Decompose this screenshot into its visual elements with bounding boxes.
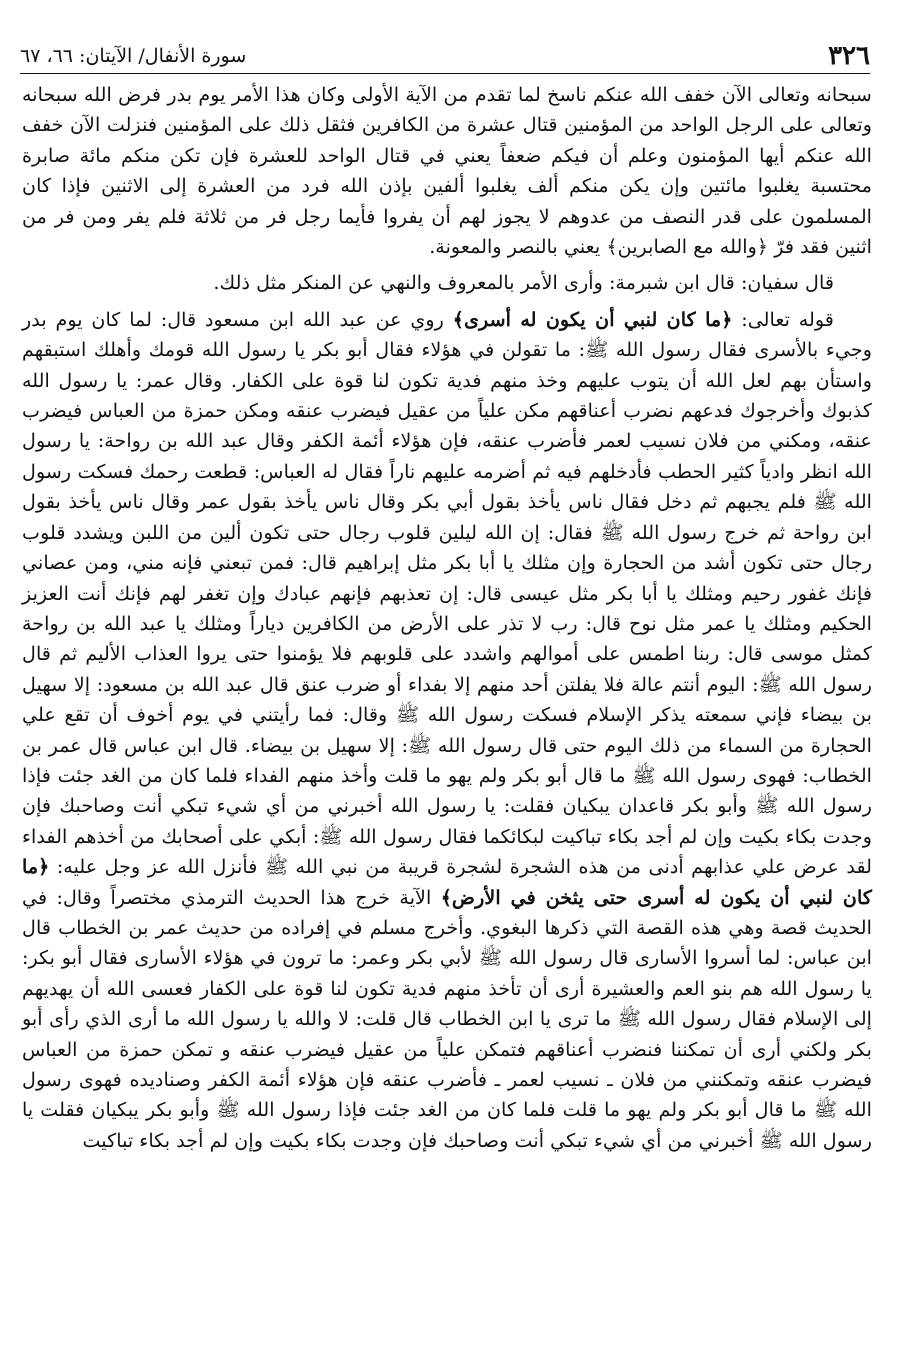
paragraph-3-part-1: روي عن عبد الله ابن مسعود قال: لما كان يوم بدر وجيء بالأسرى فقال رسول الله ﷺ: ما تقولن في هؤلاء فقال أبو بكر يا رسول الله قومك وأهلك استبقهم واستأن بهم لعل الله أن يتوب عليهم وخذ منهم فدية تكون لنا قوة على الكفار. وقال عمر: يا رسول الله كذبوك وأخرجوك فدعهم نضرب أعناقهم مكن علياً من عقيل فيضرب عنقه ومكن حمزة من العباس فيضرب عنقه، ومكني من فلان نسيب لعمر فأضرب عنقه، فإن هؤلاء أئمة الكفر وقال عبد الله بن رواحة: يا رسول الله انظر وادياً كثير الحطب فأدخلهم فيه ثم أضرمه عليهم ناراً فقال له العباس: قطعت رحمك فسكت رسول الله ﷺ فلم يجبهم ثم دخل فقال ناس يأخذ بقول أبي بكر وقال ناس يأخذ بقول عمر وقال ناس يأخذ بقول ابن رواحة ثم خرج رسول الله ﷺ فقال: إن الله ليلين قلوب رجال حتى تكون ألين من اللبن ويشدد قلوب رجال حتى تكون أشد من الحجارة وإن مثلك يا أبا بكر مثل إبراهيم قال: فمن تبعني فإنه مني، ومن عصاني فإنك غفور رحيم ومثلك يا أبا بكر مثل عيسى قال: إن تعذبهم فإنهم عبادك وإن تغفر لهم فإنك أنت العزيز الحكيم ومثلك يا عمر مثل نوح قال: رب لا تذر على الأرض من الكافرين دياراً ومثلك يا عبد الله بن رواحة كمثل موسى قال: ربنا اطمس على أموالهم واشدد على قلوبهم فلا يؤمنوا حتى يروا العذاب الأليم ثم قال رسول الله ﷺ: اليوم أنتم عالة فلا يفلتن أحد منهم إلا بفداء أو ضرب عنق قال عبد الله بن مسعود: إلا سهيل بن بيضاء فإني سمعته يذكر الإسلام فسكت رسول الله ﷺ وقال: فما رأيتني في يوم أخوف أن تقع علي الحجارة من السماء من ذلك اليوم حتى قال رسول الله ﷺ: إلا سهيل بن بيضاء. قال ابن عباس قال عمر بن الخطاب: فهوى رسول الله ﷺ ما قال أبو بكر ولم يهو ما قلت وأخذ منهم الفداء فلما كان من الغد جئت فإذا رسول الله ﷺ وأبو بكر قاعدان يبكيان فقلت: يا رسول الله أخبرني من أي شيء تبكي أنت وصاحبك فإن وجدت بكاء بكيت وإن لم أجد بكاء تباكيت لبكائكما فقال رسول الله ﷺ: أبكي على أصحابك من أخذهم الفداء لقد عرض علي عذابهم أدنى من هذه الشجرة لشجرة قريبة من نبي الله ﷺ فأنزل الله عز وجل عليه: xyxy=(22,307,872,879)
body-text xyxy=(22,80,872,1162)
paragraph-1: سبحانه وتعالى الآن خفف الله عنكم ناسخ لما تقدم من الآية الأولى وكان هذا الأمر يوم بدر فرض الله سبحانه وتعالى على الرجل الواحد من المؤمنين قتال عشرة من الكافرين فثقل ذلك على المؤمنين فنزلت الآن خفف الله عنكم أيها المؤمنون وعلم أن فيكم ضعفاً يعني في قتال الواحد للعشرة فإن تكن منكم مائة صابرة محتسبة يغلبوا مائتين وإن يكن منكم ألف يغلبوا ألفين بإذن الله فرد من العشرة إلى الاثنين فإذا كان المسلمون على قدر النصف من عدوهم لا يجوز لهم أن يفروا فأيما رجل فر من ثلاثة فلم يفر ومن فر من اثنين فقد فرّ ﴿والله مع الصابرين﴾ يعني بالنصر والمعونة. xyxy=(22,83,872,259)
running-title: سورة الأنفال/ الآيتان: ٦٦، ٦٧ xyxy=(20,45,247,67)
paragraph-3-intro: قوله تعالى: xyxy=(732,307,834,331)
page-number: ٣٢٦ xyxy=(828,41,870,71)
paragraph-3-part-2: الآية خرج هذا الحديث الترمذي مختصراً وقال: في الحديث قصة وهي هذه القصة التي ذكرها البغوي. وأخرج مسلم في إفراده من حديث عمر بن الخطاب قال ابن عباس: لما أسروا الأسارى قال رسول الله ﷺ لأبي بكر وعمر: ما ترون في هؤلاء الأسارى فقال أبو بكر: يا رسول الله هم بنو العم والعشيرة أرى أن تأخذ منهم فدية تكون لنا قوة على الكفار فعسى الله أن يهديهم إلى الإسلام فقال رسول الله ﷺ ما ترى يا ابن الخطاب قال قلت: لا والله يا رسول الله ما أرى الذي رأى أبو بكر ولكني أرى أن تمكننا فنضرب أعناقهم فتمكن علياً من عقيل فيضرب عنقه و تمكن حمزة من العباس فيضرب عنقه وتمكنني من فلان ـ نسيب لعمر ـ فأضرب عنقه فإن هؤلاء أئمة الكفر وصناديده فهوى رسول الله ﷺ ما قال أبو بكر ولم يهو ما قلت فلما كان من الغد جئت فإذا رسول الله ﷺ وأبو بكر يبكيان فقلت يا رسول الله ﷺ أخبرني من أي شيء تبكي أنت وصاحبك فإن وجدت بكاء بكيت وإن لم أجد بكاء تباكيت xyxy=(22,885,872,1152)
paragraph-2: قال سفيان: قال ابن شبرمة: وأرى الأمر بالمعروف والنهي عن المنكر مثل ذلك. xyxy=(213,271,834,295)
quranic-verse-2: ﴿ما كان لنبي أن يكون له أسرى حتى يثخن في الأرض﴾ xyxy=(22,855,872,909)
quranic-verse: ﴿ما كان لنبي أن يكون له أسرى﴾ xyxy=(452,307,733,331)
page-header xyxy=(20,34,870,74)
paragraph-3 xyxy=(22,305,872,1156)
